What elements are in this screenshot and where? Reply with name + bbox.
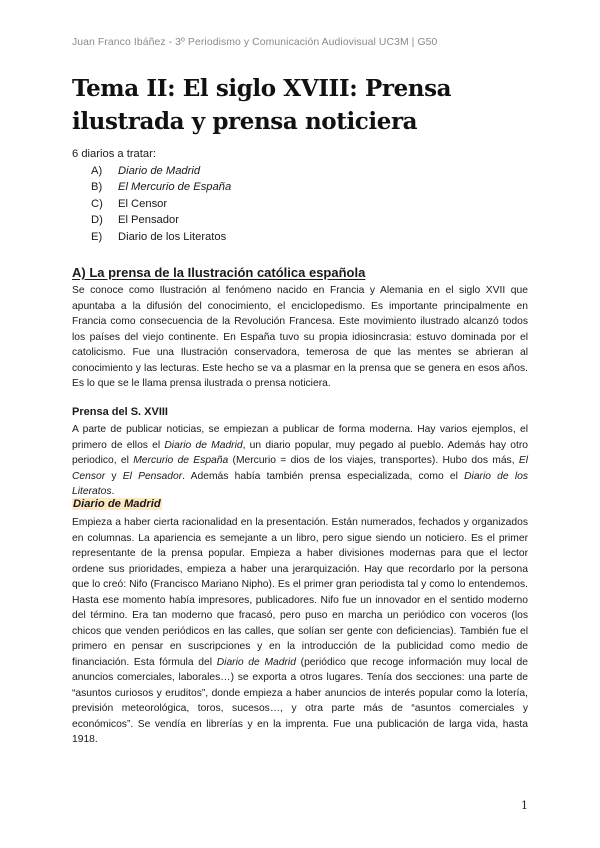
list-item <box>72 179 532 196</box>
diarios-list <box>72 163 532 246</box>
list-item <box>72 229 532 246</box>
page-number: 1 <box>521 799 528 812</box>
list-item-text: Diario de los Literatos <box>118 230 227 243</box>
list-marker: C) <box>91 197 103 210</box>
diario-madrid-heading: Diario de Madrid <box>73 498 161 510</box>
list-marker: D) <box>91 214 103 227</box>
text-run-italic: El Pensador <box>122 470 183 482</box>
text-run: Empieza a haber cierta racionalidad en la presentación. Están numerados, fechados y organizados en columnas. La apariencia es semejante a un libro, pero sigue siendo un noticiero. Es el primer representante de la prensa popular. Empieza a haber divisiones modernas para que el lector ordene sus prioridades, empieza a haber una jerarquización. Hay que recordarlo por la persona que lo creó: Nifo (Francisco Mariano Nipho). Es el primer gran periodista tal y como lo entendemos. Hasta ese momento había impresores, publicadores. Nifo fue un innovador en el sentido moderno del término. Era tan moderno que fracasó, pero puso en marcha un periódico con voceros (los chicos que venden periódicos en las calles, que solían ser gente con deficiencias). También fue el primero en pensar en suscripciones y en la introducción de la publicidad como medio de financiación. Esta fórmula del <box>72 517 528 668</box>
text-run: A parte de publicar noticias, se empiezan a publicar de forma moderna. Hay varios ejemplos, el primero de ellos el <box>72 424 528 451</box>
text-run: (Mercurio = dios de los viajes, transportes). Hubo dos más, <box>228 455 519 466</box>
text-run-italic: Diario de Madrid <box>216 656 296 668</box>
page-header: Juan Franco Ibáñez - 3º Periodismo y Comunicación Audiovisual UC3M | G50 <box>72 37 438 48</box>
text-run: , un diario popular, muy pegado al pueblo. Además hay otro periodico, el <box>72 439 528 466</box>
list-item-text: El Censor <box>118 197 168 210</box>
text-run-italic: Diario de los Literatos <box>72 470 528 497</box>
text-run-italic: El Censor <box>72 455 529 482</box>
text-run-italic: Mercurio de España <box>133 455 229 466</box>
diario-madrid-paragraph <box>72 515 528 748</box>
text-run-italic: Diario de Madrid <box>164 439 243 451</box>
list-item-text: El Mercurio de España <box>118 181 232 194</box>
list-item <box>72 196 532 213</box>
text-run: y <box>105 470 123 482</box>
list-marker: A) <box>91 164 103 177</box>
list-item-text: Diario de Madrid <box>118 164 201 177</box>
intro-lead: 6 diarios a tratar: <box>72 148 156 160</box>
intro-block <box>72 146 532 246</box>
section-a-paragraph: Se conoce como Ilustración al fenómeno nacido en Francia y Alemania en el siglo XVII que apuntaba a la difusión del conocimiento, el enciclopedismo. Es importante principalmente en Francia como consecuencia de la Revolución Francesa. Este movimiento ilustrado alcanzó todos los países del viejo continente. En España tuvo su propia idiosincrasia: estuvo dominada por el catolicismo. Fue una Ilustración conservadora, temerosa de que las mentes se abrieran al conocimiento y las lecturas. Este hecho se va a plasmar en la prensa que se genera en esos años. Es lo que se le llama prensa ilustrada o prensa noticiera. <box>72 285 528 389</box>
prensa-xviii-paragraph <box>72 422 528 500</box>
document-title: Tema II: El siglo XVIII: Prensa ilustrada y prensa noticiera <box>72 75 452 135</box>
list-item-text: El Pensador <box>118 214 179 227</box>
text-run: (periódico que recoge información muy local de anuncios comerciales, laborales…) se exporta a otros lugares. Tenía dos secciones: una parte de “asuntos curiosos y eruditos”, donde empieza a haber anuncios de interés popular como la lotería, previsión meteorológica, toros, sucesos…, y otra parte más de “asuntos comerciales y económicos”. Se vendía en librerías y en la imprenta. Fue una publicación de larga vida, hasta 1918. <box>72 656 528 745</box>
list-item <box>72 212 532 229</box>
list-item <box>72 163 532 180</box>
prensa-xviii-heading: Prensa del S. XVIII <box>72 406 168 418</box>
list-marker: E) <box>91 230 103 243</box>
text-run: . <box>111 486 115 497</box>
text-run: . Además había también prensa especializada, como el <box>182 470 465 482</box>
section-a-title: A) La prensa de la Ilustración católica española <box>72 265 366 280</box>
list-marker: B) <box>91 181 103 194</box>
